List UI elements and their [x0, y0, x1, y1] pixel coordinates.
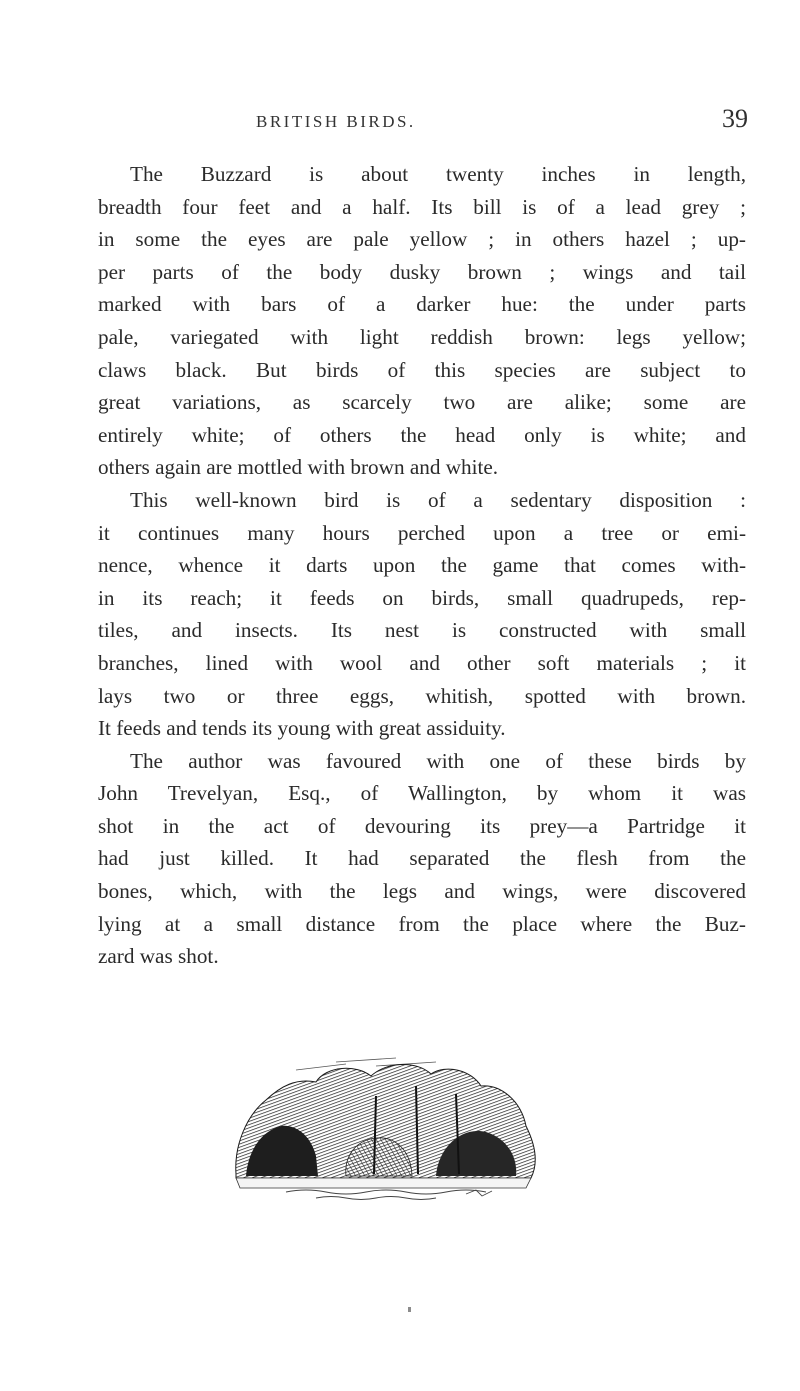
text-line: John Trevelyan, Esq., of Wallington, by whom it was: [98, 781, 746, 806]
text-line: in some the eyes are pale yellow ; in others hazel ; up-: [98, 227, 746, 252]
ink-speck: [408, 1307, 411, 1312]
text-line: lying at a small distance from the place where the Buz-: [98, 911, 746, 936]
text-line: nence, whence it darts upon the game that comes with-: [98, 553, 746, 578]
running-head: BRITISH BIRDS.: [256, 112, 416, 131]
text-line: others again are mottled with brown and white.: [98, 455, 499, 480]
text-line: had just killed. It had separated the flesh from the: [98, 846, 746, 871]
text-line: in its reach; it feeds on birds, small quadrupeds, rep-: [98, 585, 746, 610]
text-line: It feeds and tends its young with great assiduity.: [98, 716, 506, 741]
text-line: per parts of the body dusky brown ; wings and tail: [98, 259, 746, 284]
text-line: branches, lined with wool and other soft materials ; it: [98, 650, 746, 675]
page-number: 39: [722, 104, 748, 133]
text-line: The author was favoured with one of these birds by: [130, 748, 746, 773]
text-line: bones, which, with the legs and wings, were discovered: [98, 879, 746, 904]
text-line: The Buzzard is about twenty inches in length,: [130, 162, 746, 186]
text-line: zard was shot.: [98, 944, 219, 969]
text-line: entirely white; of others the head only is white; and: [98, 422, 746, 447]
text-line: it continues many hours perched upon a tree or emi-: [98, 520, 746, 545]
text-line: claws black. But birds of this species are subject to: [98, 357, 746, 382]
text-line: pale, variegated with light reddish brown: legs yellow;: [98, 324, 746, 349]
body-text: [98, 158, 746, 973]
text-line: lays two or three eggs, whitish, spotted with brown.: [98, 683, 746, 708]
woodcut-landscape-icon: [226, 1056, 552, 1206]
text-line: marked with bars of a darker hue: the under parts: [98, 292, 746, 317]
text-line: This well-known bird is of a sedentary disposition :: [130, 487, 746, 512]
text-line: shot in the act of devouring its prey—a Partridge it: [98, 813, 746, 838]
text-line: tiles, and insects. Its nest is constructed with small: [98, 618, 746, 643]
text-line: great variations, as scarcely two are alike; some are: [98, 390, 746, 415]
text-line: breadth four feet and a half. Its bill is of a lead grey ;: [98, 194, 746, 219]
